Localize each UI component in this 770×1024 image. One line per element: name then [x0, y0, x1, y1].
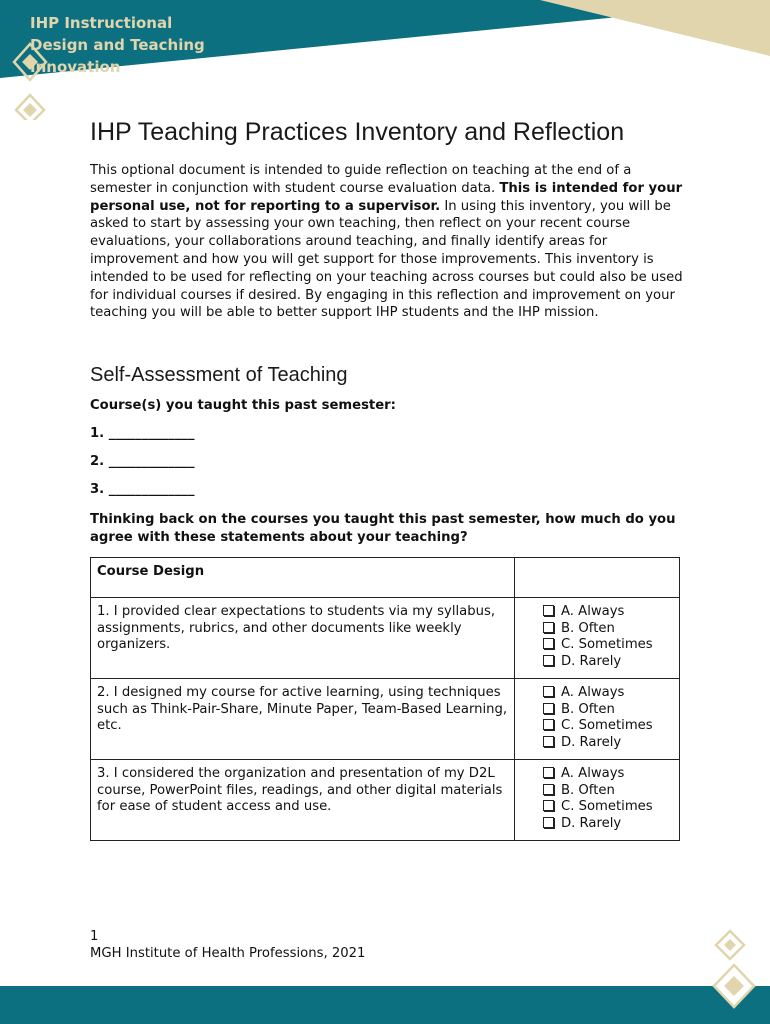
course-line-1[interactable]: 1. _____________ [90, 426, 195, 441]
options-cell [515, 760, 680, 841]
checkbox-icon[interactable] [543, 736, 554, 747]
option-often[interactable]: B. Often [521, 783, 673, 800]
option-rarely[interactable]: D. Rarely [521, 654, 673, 671]
checkbox-icon[interactable] [543, 622, 554, 633]
checkbox-icon[interactable] [543, 605, 554, 616]
options-cell [515, 679, 680, 760]
intro-paragraph: This optional document is intended to guide reflection on teaching at the end of a semester in conjunction with student course evaluation data. This is intended for your personal use, not for reporting to a supervisor. In using this inventory, you will be asked to start by assessing your own teaching, then reflect on your recent course evaluations, your collaborations around teaching, and finally identify areas for improvement and how you will get support for those improvements. This inventory is intended to be used for reflecting on your teaching across courses but could also be used for individual courses if desired. By engaging in this reflection and improvement on your teaching you will be able to better support IHP students and the IHP mission. [90, 163, 683, 321]
checkbox-icon[interactable] [543, 638, 554, 649]
checkbox-icon[interactable] [543, 686, 554, 697]
option-often[interactable]: B. Often [521, 621, 673, 638]
footer-decoration [700, 925, 770, 1024]
page-number: 1 [90, 929, 99, 944]
copyright-text: MGH Institute of Health Professions, 2021 [90, 946, 366, 961]
option-rarely[interactable]: D. Rarely [521, 816, 673, 833]
statement-text: 2. I designed my course for active learning, using techniques such as Think-Pair-Share, Minute Paper, Team-Based Learning, etc. [91, 679, 515, 760]
table-header-label: Course Design [91, 558, 515, 598]
option-sometimes[interactable]: C. Sometimes [521, 799, 673, 816]
option-always[interactable]: A. Always [521, 604, 673, 621]
section-heading: Self-Assessment of Teaching [90, 364, 348, 386]
options-cell [515, 598, 680, 679]
course-line-2[interactable]: 2. _____________ [90, 454, 195, 469]
page-title: IHP Teaching Practices Inventory and Reflection [90, 118, 625, 146]
option-sometimes[interactable]: C. Sometimes [521, 637, 673, 654]
course-design-table [90, 557, 680, 841]
statement-text: 3. I considered the organization and presentation of my D2L course, PowerPoint files, readings, and other digital materials for ease of student access and use. [91, 760, 515, 841]
checkbox-icon[interactable] [543, 655, 554, 666]
table-header-row [91, 558, 680, 598]
option-rarely[interactable]: D. Rarely [521, 735, 673, 752]
option-sometimes[interactable]: C. Sometimes [521, 718, 673, 735]
agreement-question: Thinking back on the courses you taught this past semester, how much do you agree with these statements about your teaching? [90, 512, 676, 545]
diamond-icon [714, 965, 754, 1007]
diamond-icon [16, 95, 44, 120]
checkbox-icon[interactable] [543, 767, 554, 778]
table-header-empty [515, 558, 680, 598]
course-line-3[interactable]: 3. _____________ [90, 482, 195, 497]
checkbox-icon[interactable] [543, 703, 554, 714]
courses-label: Course(s) you taught this past semester: [90, 398, 396, 413]
checkbox-icon[interactable] [543, 817, 554, 828]
checkbox-icon[interactable] [543, 784, 554, 795]
brand-name: IHP Instructional Design and Teaching Innovation [30, 14, 205, 76]
option-always[interactable]: A. Always [521, 766, 673, 783]
footer-bar [0, 986, 770, 1024]
checkbox-icon[interactable] [543, 800, 554, 811]
table-row [91, 679, 680, 760]
page-footer [90, 928, 365, 962]
option-always[interactable]: A. Always [521, 685, 673, 702]
table-row [91, 598, 680, 679]
table-row [91, 760, 680, 841]
option-often[interactable]: B. Often [521, 702, 673, 719]
checkbox-icon[interactable] [543, 719, 554, 730]
diamond-icon [716, 931, 744, 959]
statement-text: 1. I provided clear expectations to students via my syllabus, assignments, rubrics, and other documents like weekly organizers. [91, 598, 515, 679]
